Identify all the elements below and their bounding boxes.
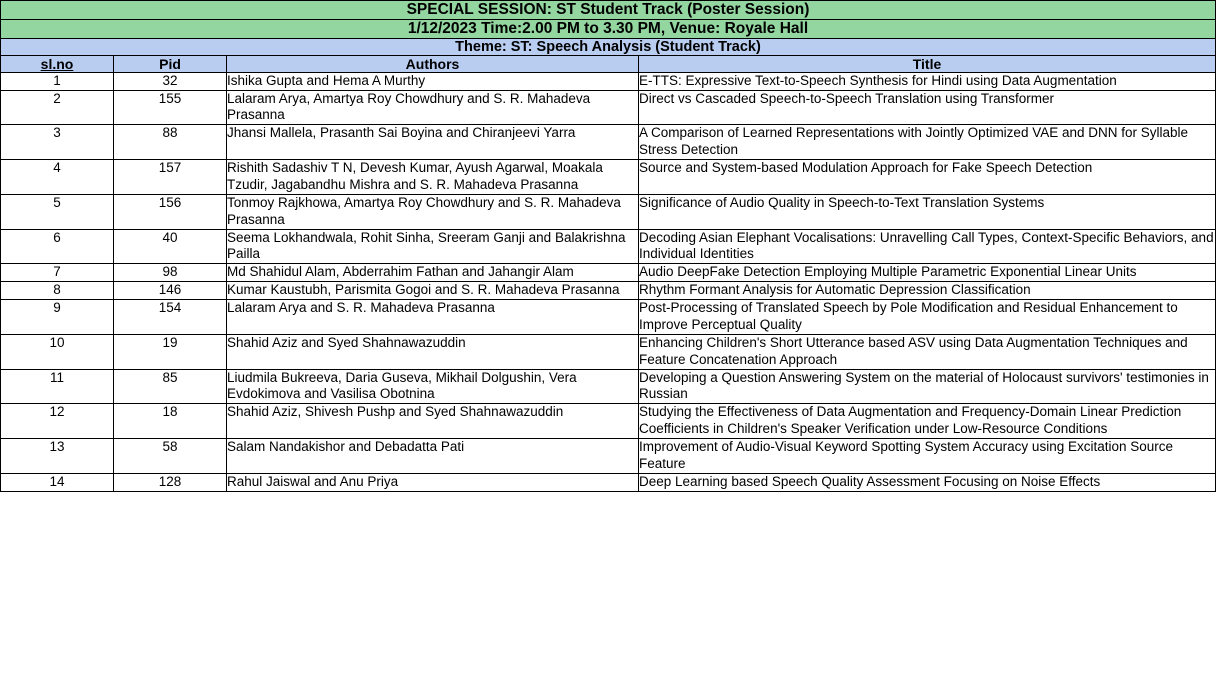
cell-slno: 1 bbox=[1, 72, 114, 90]
cell-slno: 7 bbox=[1, 264, 114, 282]
cell-slno: 5 bbox=[1, 194, 114, 229]
session-theme: Theme: ST: Speech Analysis (Student Track) bbox=[1, 38, 1216, 55]
cell-title: Improvement of Audio-Visual Keyword Spotting System Accuracy using Excitation Source Feature bbox=[639, 439, 1216, 474]
cell-title: Decoding Asian Elephant Vocalisations: Unravelling Call Types, Context-Specific Behaviors, and Individual Identities bbox=[639, 229, 1216, 264]
cell-pid: 157 bbox=[114, 160, 227, 195]
column-header-pid: Pid bbox=[114, 55, 227, 72]
cell-pid: 128 bbox=[114, 473, 227, 491]
table-row bbox=[1, 72, 1216, 90]
cell-pid: 40 bbox=[114, 229, 227, 264]
cell-title: Source and System-based Modulation Approach for Fake Speech Detection bbox=[639, 160, 1216, 195]
cell-authors: Rishith Sadashiv T N, Devesh Kumar, Ayush Agarwal, Moakala Tzudir, Jagabandhu Mishra and S. R. Mahadeva Prasanna bbox=[227, 160, 639, 195]
cell-slno: 6 bbox=[1, 229, 114, 264]
cell-slno: 3 bbox=[1, 125, 114, 160]
cell-slno: 9 bbox=[1, 300, 114, 335]
table-row bbox=[1, 300, 1216, 335]
cell-pid: 154 bbox=[114, 300, 227, 335]
cell-slno: 2 bbox=[1, 90, 114, 125]
cell-authors: Shahid Aziz and Syed Shahnawazuddin bbox=[227, 334, 639, 369]
cell-slno: 8 bbox=[1, 282, 114, 300]
column-header-title: Title bbox=[639, 55, 1216, 72]
cell-pid: 85 bbox=[114, 369, 227, 404]
table-header-row bbox=[1, 55, 1216, 72]
cell-title: Post-Processing of Translated Speech by Pole Modification and Residual Enhancement to Improve Perceptual Quality bbox=[639, 300, 1216, 335]
cell-title: Studying the Effectiveness of Data Augmentation and Frequency-Domain Linear Prediction Coefficients in Children's Speaker Verification under Low-Resource Conditions bbox=[639, 404, 1216, 439]
theme-row bbox=[1, 38, 1216, 55]
table-row bbox=[1, 160, 1216, 195]
cell-pid: 32 bbox=[114, 72, 227, 90]
cell-authors: Tonmoy Rajkhowa, Amartya Roy Chowdhury and S. R. Mahadeva Prasanna bbox=[227, 194, 639, 229]
session-datetime-venue: 1/12/2023 Time:2.00 PM to 3.30 PM, Venue: Royale Hall bbox=[1, 19, 1216, 38]
cell-pid: 155 bbox=[114, 90, 227, 125]
column-header-authors: Authors bbox=[227, 55, 639, 72]
cell-authors: Liudmila Bukreeva, Daria Guseva, Mikhail Dolgushin, Vera Evdokimova and Vasilisa Obotnina bbox=[227, 369, 639, 404]
table-row bbox=[1, 369, 1216, 404]
cell-title: Rhythm Formant Analysis for Automatic Depression Classification bbox=[639, 282, 1216, 300]
cell-pid: 88 bbox=[114, 125, 227, 160]
cell-authors: Ishika Gupta and Hema A Murthy bbox=[227, 72, 639, 90]
cell-pid: 18 bbox=[114, 404, 227, 439]
cell-slno: 4 bbox=[1, 160, 114, 195]
cell-authors: Rahul Jaiswal and Anu Priya bbox=[227, 473, 639, 491]
cell-authors: Md Shahidul Alam, Abderrahim Fathan and Jahangir Alam bbox=[227, 264, 639, 282]
table-row bbox=[1, 334, 1216, 369]
table-row bbox=[1, 473, 1216, 491]
table-row bbox=[1, 404, 1216, 439]
cell-title: E-TTS: Expressive Text-to-Speech Synthesis for Hindi using Data Augmentation bbox=[639, 72, 1216, 90]
cell-authors: Kumar Kaustubh, Parismita Gogoi and S. R. Mahadeva Prasanna bbox=[227, 282, 639, 300]
banner-row-datetime bbox=[1, 19, 1216, 38]
cell-pid: 156 bbox=[114, 194, 227, 229]
column-header-slno-label: sl.no bbox=[40, 55, 74, 72]
banner-row-title bbox=[1, 1, 1216, 20]
cell-title: Significance of Audio Quality in Speech-to-Text Translation Systems bbox=[639, 194, 1216, 229]
column-header-slno bbox=[1, 55, 114, 72]
cell-slno: 14 bbox=[1, 473, 114, 491]
cell-title: A Comparison of Learned Representations with Jointly Optimized VAE and DNN for Syllable Stress Detection bbox=[639, 125, 1216, 160]
table-row bbox=[1, 194, 1216, 229]
session-title: SPECIAL SESSION: ST Student Track (Poster Session) bbox=[1, 1, 1216, 20]
cell-title: Developing a Question Answering System on the material of Holocaust survivors' testimonies in Russian bbox=[639, 369, 1216, 404]
cell-slno: 12 bbox=[1, 404, 114, 439]
table-row bbox=[1, 439, 1216, 474]
cell-title: Audio DeepFake Detection Employing Multiple Parametric Exponential Linear Units bbox=[639, 264, 1216, 282]
cell-title: Deep Learning based Speech Quality Assessment Focusing on Noise Effects bbox=[639, 473, 1216, 491]
table-row bbox=[1, 90, 1216, 125]
cell-authors: Shahid Aziz, Shivesh Pushp and Syed Shahnawazuddin bbox=[227, 404, 639, 439]
table-row bbox=[1, 229, 1216, 264]
cell-pid: 58 bbox=[114, 439, 227, 474]
table-row bbox=[1, 264, 1216, 282]
cell-authors: Lalaram Arya and S. R. Mahadeva Prasanna bbox=[227, 300, 639, 335]
cell-pid: 19 bbox=[114, 334, 227, 369]
cell-pid: 146 bbox=[114, 282, 227, 300]
cell-authors: Lalaram Arya, Amartya Roy Chowdhury and S. R. Mahadeva Prasanna bbox=[227, 90, 639, 125]
cell-slno: 11 bbox=[1, 369, 114, 404]
cell-slno: 10 bbox=[1, 334, 114, 369]
table-row bbox=[1, 282, 1216, 300]
cell-authors: Jhansi Mallela, Prasanth Sai Boyina and Chiranjeevi Yarra bbox=[227, 125, 639, 160]
cell-title: Direct vs Cascaded Speech-to-Speech Translation using Transformer bbox=[639, 90, 1216, 125]
cell-authors: Seema Lokhandwala, Rohit Sinha, Sreeram Ganji and Balakrishna Pailla bbox=[227, 229, 639, 264]
cell-title: Enhancing Children's Short Utterance based ASV using Data Augmentation Techniques and Feature Concatenation Approach bbox=[639, 334, 1216, 369]
cell-pid: 98 bbox=[114, 264, 227, 282]
table-row bbox=[1, 125, 1216, 160]
cell-slno: 13 bbox=[1, 439, 114, 474]
cell-authors: Salam Nandakishor and Debadatta Pati bbox=[227, 439, 639, 474]
